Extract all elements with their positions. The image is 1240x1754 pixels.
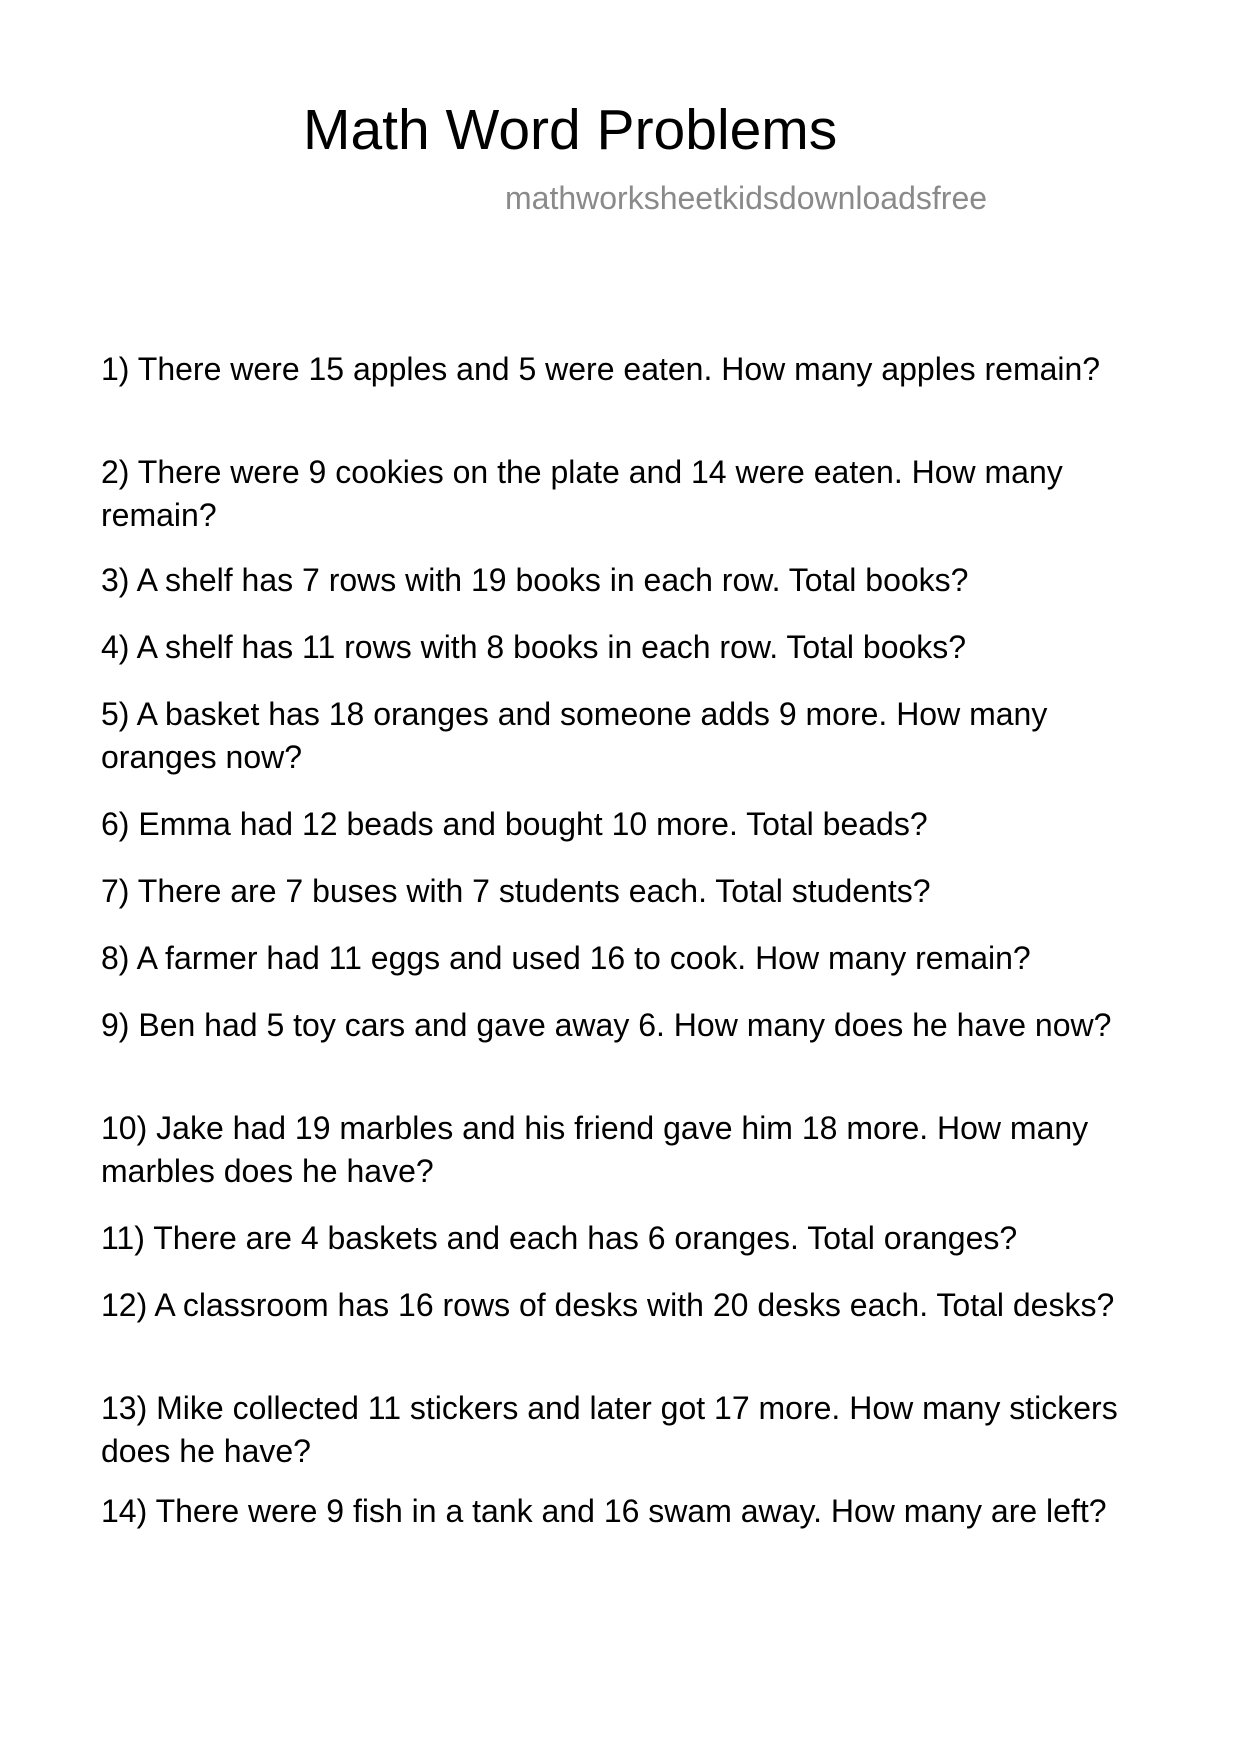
problem-12: 12) A classroom has 16 rows of desks with 20 desks each. Total desks? <box>101 1287 1115 1323</box>
page-title: Math Word Problems <box>303 98 838 162</box>
problem-9: 9) Ben had 5 toy cars and gave away 6. How many does he have now? <box>101 1007 1112 1043</box>
problem-10: 10) Jake had 19 marbles and his friend gave him 18 more. How many marbles does he have? <box>101 1110 1089 1189</box>
problem-1: 1) There were 15 apples and 5 were eaten. How many apples remain? <box>101 351 1101 387</box>
problem-7: 7) There are 7 buses with 7 students each. Total students? <box>101 873 931 909</box>
problem-13: 13) Mike collected 11 stickers and later got 17 more. How many stickers does he have? <box>101 1390 1118 1469</box>
problem-2: 2) There were 9 cookies on the plate and 14 were eaten. How many remain? <box>101 454 1063 533</box>
problem-6: 6) Emma had 12 beads and bought 10 more. Total beads? <box>101 806 928 842</box>
problem-4: 4) A shelf has 11 rows with 8 books in each row. Total books? <box>101 629 967 665</box>
site-name: mathworksheetkidsdownloadsfree <box>505 180 988 216</box>
problem-8: 8) A farmer had 11 eggs and used 16 to cook. How many remain? <box>101 940 1031 976</box>
problem-3: 3) A shelf has 7 rows with 19 books in each row. Total books? <box>101 562 969 598</box>
problem-14: 14) There were 9 fish in a tank and 16 swam away. How many are left? <box>101 1493 1107 1529</box>
problem-5: 5) A basket has 18 oranges and someone adds 9 more. How many oranges now? <box>101 696 1048 775</box>
problem-11: 11) There are 4 baskets and each has 6 oranges. Total oranges? <box>101 1220 1018 1256</box>
